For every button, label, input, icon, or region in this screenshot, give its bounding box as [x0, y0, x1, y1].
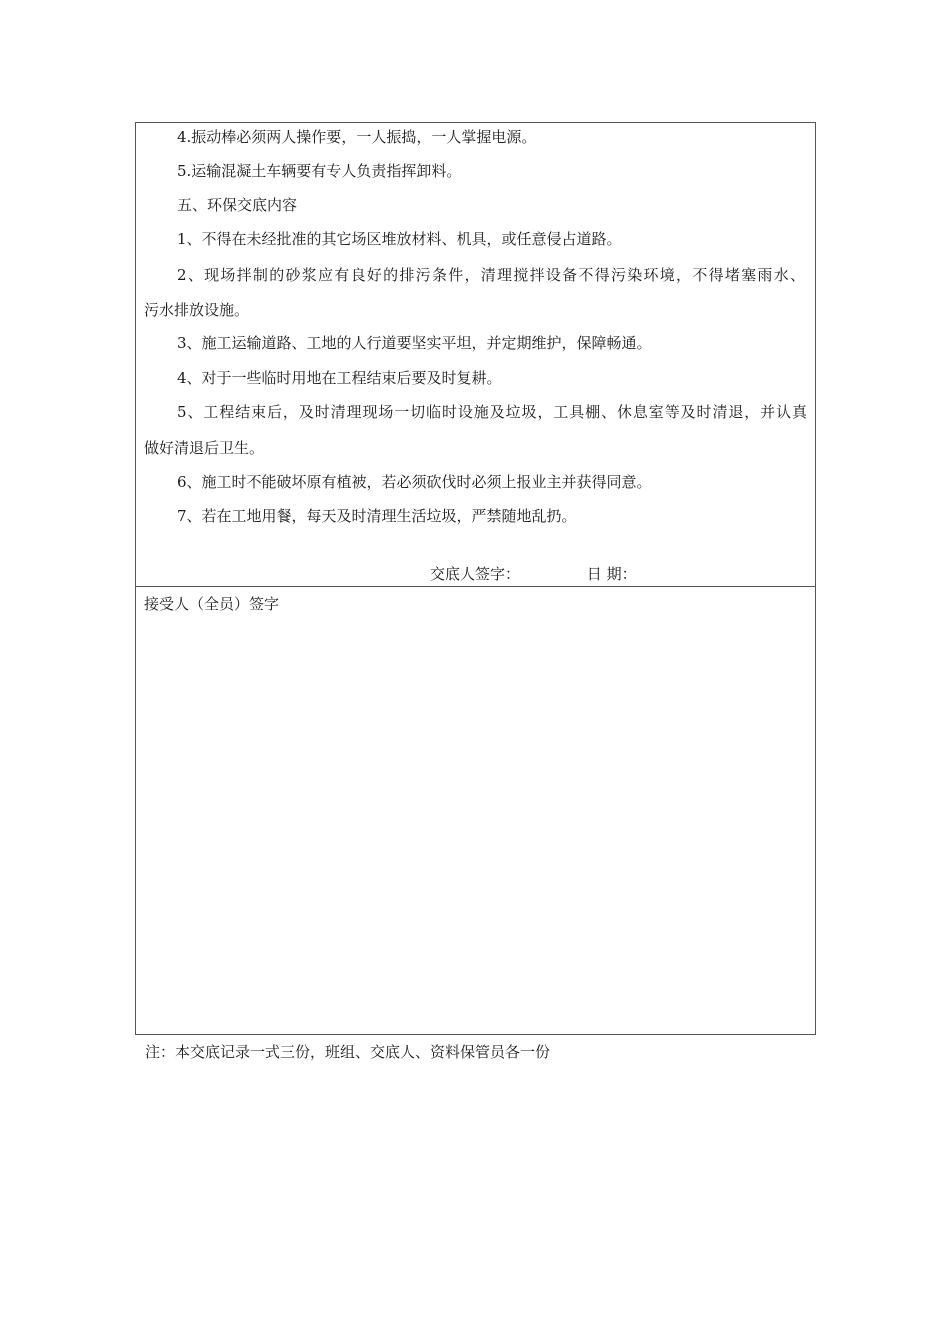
- paragraph-env-2-continued: 污水排放设施。: [144, 301, 250, 319]
- paragraph-env-3: 3、施工运输道路、工地的人行道要坚实平坦，并定期维护，保障畅通。: [177, 334, 652, 352]
- footer-note: 注：本交底记录一式三份，班组、交底人、资料保管员各一份: [145, 1043, 551, 1061]
- paragraph-env-5-continued: 做好清退后卫生。: [144, 439, 265, 457]
- paragraph-env-1: 1、不得在未经批准的其它场区堆放材料、机具，或任意侵占道路。: [177, 230, 622, 248]
- paragraph-env-5: 5、工程结束后，及时清理现场一切临时设施及垃圾，工具棚、休息室等及时清退，并认真: [177, 403, 807, 421]
- disclosure-content-cell: [136, 123, 815, 587]
- paragraph-env-6: 6、施工时不能破坏原有植被，若必须砍伐时必须上报业主并获得同意。: [177, 473, 652, 491]
- signature-row: [430, 563, 637, 584]
- receiver-signature-label: 接受人（全员）签字: [144, 595, 280, 613]
- paragraph-env-7: 7、若在工地用餐，每天及时清理生活垃圾，严禁随地乱扔。: [177, 507, 577, 525]
- paragraph-concrete-truck: 5.运输混凝土车辆要有专人负责指挥卸料。: [177, 162, 462, 180]
- date-label: 日 期：: [586, 565, 637, 583]
- disclosure-table: [135, 122, 816, 1035]
- section-heading-environmental: 五、环保交底内容: [177, 196, 298, 214]
- paragraph-vibrator-operation: 4.振动棒必须两人操作要，一人振捣，一人掌握电源。: [177, 128, 537, 146]
- signer-label: 交底人签字：: [430, 565, 521, 583]
- paragraph-env-2: 2、现场拌制的砂浆应有良好的排污条件，清理搅拌设备不得污染环境，不得堵塞雨水、: [177, 266, 805, 284]
- receiver-signature-cell[interactable]: [136, 587, 815, 1034]
- paragraph-env-4: 4、对于一些临时用地在工程结束后要及时复耕。: [177, 369, 502, 387]
